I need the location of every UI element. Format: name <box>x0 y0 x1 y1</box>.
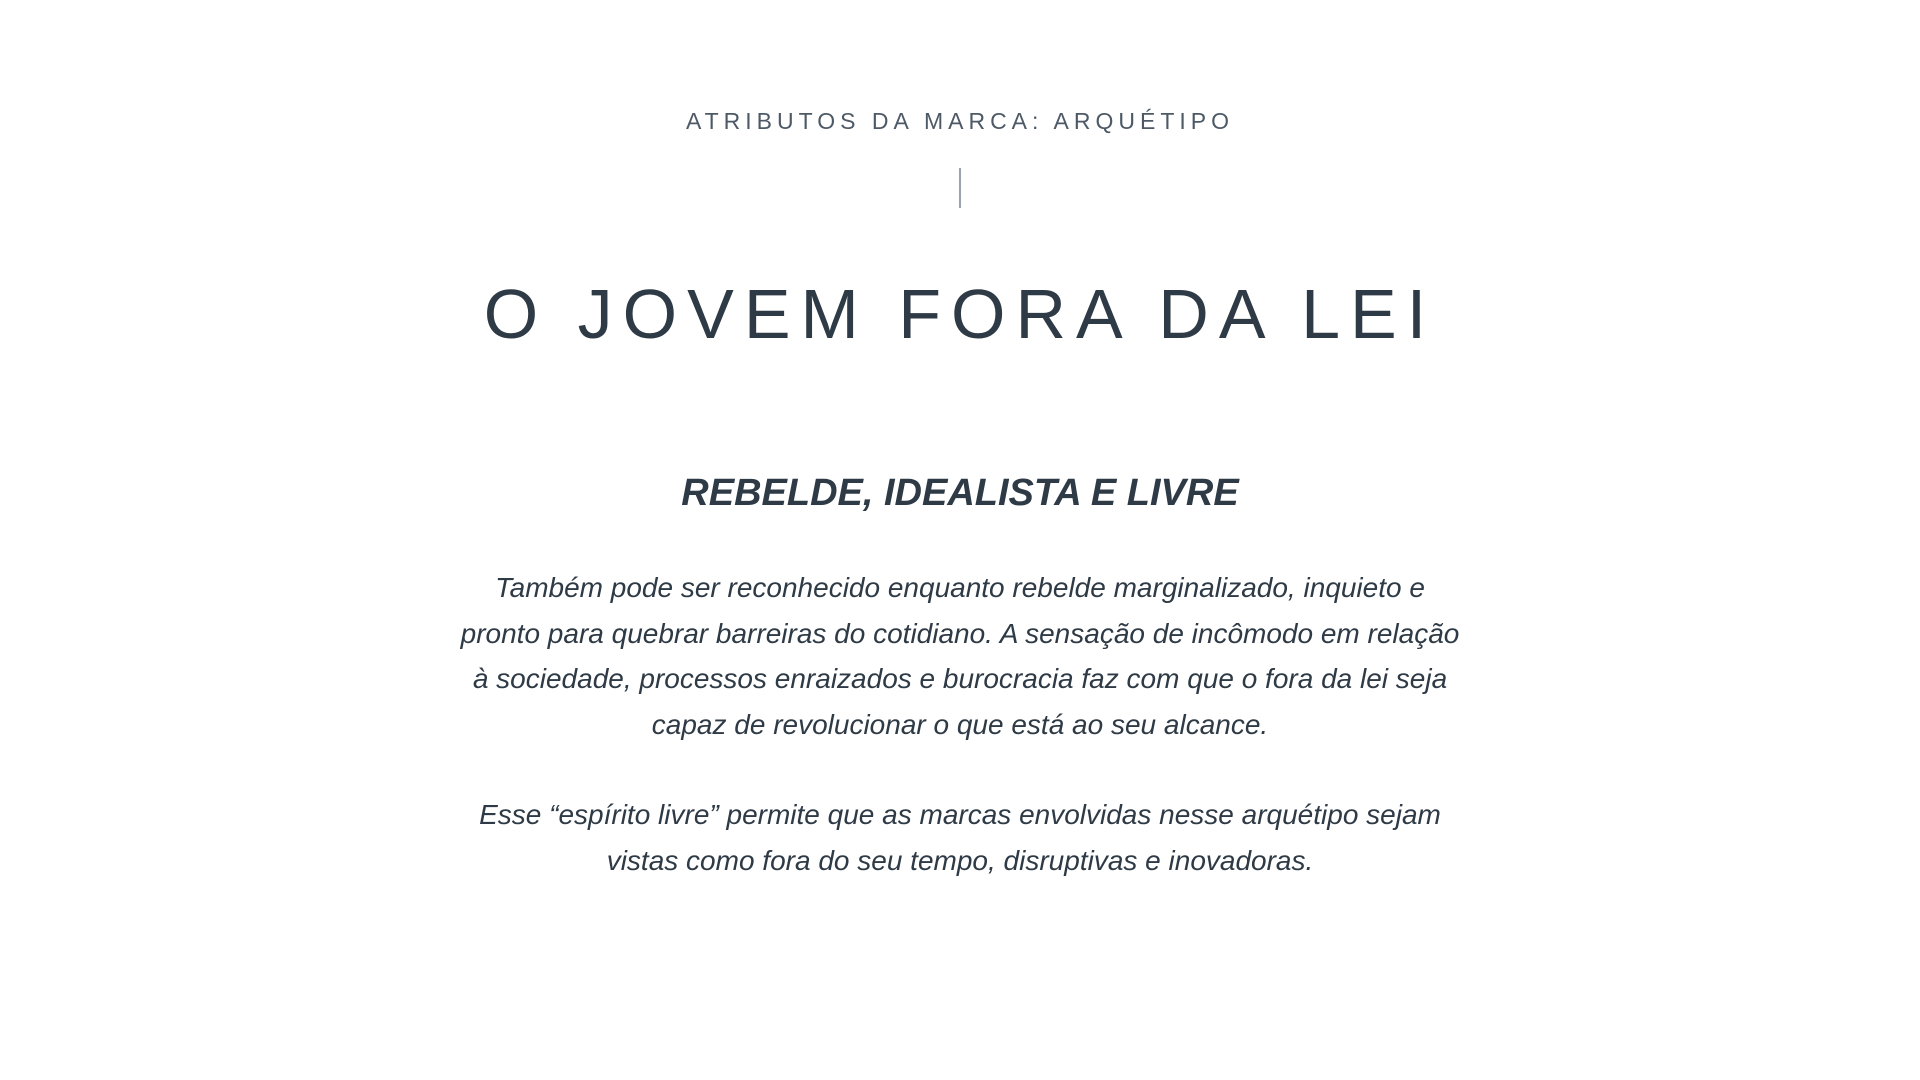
description-paragraph-2: Esse “espírito livre” permite que as marcas envolvidas nesse arquétipo sejam vistas como fora do seu tempo, disruptivas e inovadoras. <box>479 799 1441 876</box>
page-title: O JOVEM FORA DA LEI <box>483 275 1437 353</box>
archetype-subtitle: REBELDE, IDEALISTA E LIVRE <box>681 472 1239 514</box>
section-eyebrow: ATRIBUTOS DA MARCA: ARQUÉTIPO <box>686 108 1234 134</box>
vertical-divider <box>959 168 961 208</box>
description-paragraph-1: Também pode ser reconhecido enquanto rebelde marginalizado, inquieto e pronto para quebrar barreiras do cotidiano. A sensação de incômodo em relação à sociedade, processos enraizados e burocracia faz com que o fora da lei seja capaz de revolucionar o que está ao seu alcance. <box>460 572 1460 740</box>
